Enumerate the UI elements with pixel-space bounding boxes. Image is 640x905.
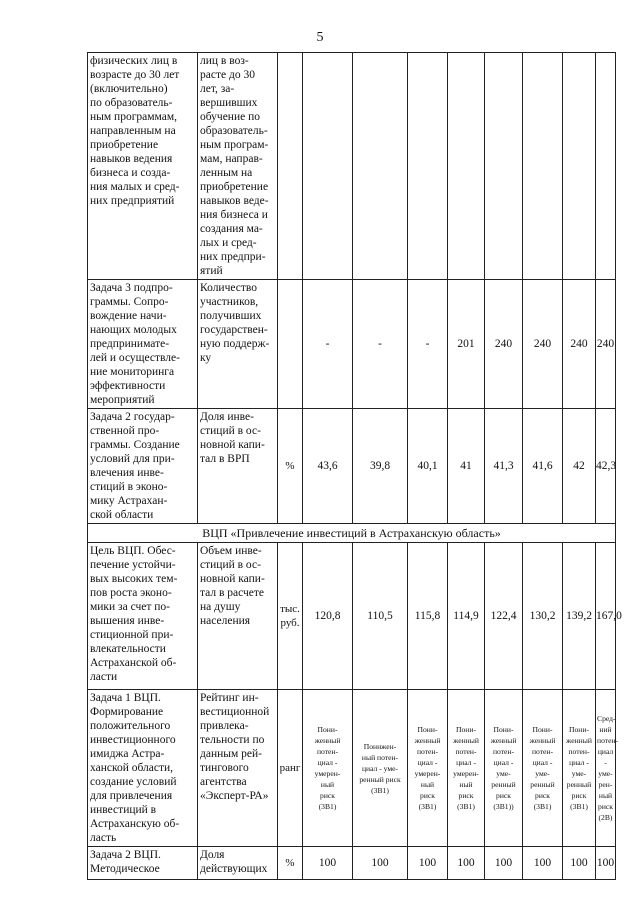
task-cell: физических лиц в возрасте до 30 лет (включительно) по образователь- ным программам, направленным на приобретение навыков ведения бизнеса и созда- ния малых и сред- них предприятий	[88, 53, 198, 280]
value-cell: -	[303, 280, 353, 409]
section-row	[88, 524, 616, 543]
table-row	[88, 543, 616, 690]
table-row	[88, 53, 616, 280]
value-cell: Понижен- ный потен- циал - уме- ренный риск (3В1)	[353, 690, 408, 847]
table-row	[88, 409, 616, 524]
value-cell: -	[353, 280, 408, 409]
value-cell: Пони- женный потен- циал - умерен- ный риск (3В1)	[408, 690, 448, 847]
value-cell: 139,2	[563, 543, 596, 690]
value-cell: 240	[596, 280, 616, 409]
value-cell	[408, 53, 448, 280]
value-cell: 100	[523, 847, 563, 880]
value-cell: 201	[448, 280, 485, 409]
value-cell: 100	[448, 847, 485, 880]
table-row	[88, 280, 616, 409]
indicators-table	[87, 52, 622, 880]
value-cell: 41,6	[523, 409, 563, 524]
value-cell	[563, 53, 596, 280]
value-cell: Сред- ний потен- циал - уме- рен- ный риск (2В)	[596, 690, 616, 847]
value-cell: 240	[485, 280, 523, 409]
unit-cell: ранг	[278, 690, 303, 847]
value-cell: Пони- женный потен- циал - умерен- ный риск (3В1)	[448, 690, 485, 847]
unit-cell	[278, 280, 303, 409]
value-cell: 240	[523, 280, 563, 409]
indicator-cell: Количество участников, получивших государствен- ную поддерж- ку	[198, 280, 278, 409]
task-cell: Задача 2 ВЦП. Методическое	[88, 847, 198, 880]
value-cell	[353, 53, 408, 280]
value-cell: 41	[448, 409, 485, 524]
table-row	[88, 690, 616, 847]
value-cell: 120,8	[303, 543, 353, 690]
value-cell: 39,8	[353, 409, 408, 524]
value-cell: 42,3	[596, 409, 616, 524]
value-cell: 100	[408, 847, 448, 880]
unit-cell	[278, 53, 303, 280]
value-cell: Пони- женный потен- циал - уме- ренный риск (3В1))	[485, 690, 523, 847]
value-cell: 100	[485, 847, 523, 880]
value-cell: 240	[563, 280, 596, 409]
indicator-cell: Доля инве- стиций в ос- новной капи- тал в ВРП	[198, 409, 278, 524]
value-cell: 43,6	[303, 409, 353, 524]
value-cell: 41,3	[485, 409, 523, 524]
value-cell: 42	[563, 409, 596, 524]
unit-cell: %	[278, 409, 303, 524]
unit-cell: тыс. руб.	[278, 543, 303, 690]
value-cell: 110,5	[353, 543, 408, 690]
page-number: 5	[316, 30, 324, 45]
value-cell: 122,4	[485, 543, 523, 690]
section-title: ВЦП «Привлечение инвестиций в Астраханскую область»	[88, 524, 616, 543]
value-cell: 100	[353, 847, 408, 880]
value-cell: 114,9	[448, 543, 485, 690]
indicator-cell: Рейтинг ин- вестиционной привлека- тельности по данным рей- тингового агентства «Эксперт-РА»	[198, 690, 278, 847]
value-cell	[523, 53, 563, 280]
value-cell: 100	[303, 847, 353, 880]
value-cell: Пони- женный потен- циал - умерен- ный риск (3В1)	[303, 690, 353, 847]
value-cell	[448, 53, 485, 280]
value-cell: 100	[563, 847, 596, 880]
value-cell: Пони- женный потен- циал - уме- ренный риск (3В1)	[563, 690, 596, 847]
indicator-cell: лиц в воз- расте до 30 лет, за- вершивших обучение по образователь- ным програм- мам, направ- ленным на приобретение навыков веде- ния бизнеса и создания ма- лых и сред- них предпри- ятий	[198, 53, 278, 280]
value-cell: -	[408, 280, 448, 409]
indicator-cell: Объем инве- стиций в ос- новной капи- тал в расчете на душу населения	[198, 543, 278, 690]
table-row	[88, 847, 616, 880]
value-cell: 100	[596, 847, 616, 880]
value-cell: 167,0	[596, 543, 616, 690]
value-cell	[303, 53, 353, 280]
value-cell: Пони- женный потен- циал - уме- ренный риск (3В1)	[523, 690, 563, 847]
value-cell: 115,8	[408, 543, 448, 690]
task-cell: Задача 2 государ- ственной про- граммы. Создание условий для при- влечения инве- стиций в эконо- мику Астрахан- ской области	[88, 409, 198, 524]
task-cell: Задача 1 ВЦП. Формирование положительного инвестиционного имиджа Астра- ханской области, создание условий для привлечения инвестиций в Астраханскую об- ласть	[88, 690, 198, 847]
indicator-cell: Доля действующих	[198, 847, 278, 880]
task-cell: Задача 3 подпро- граммы. Сопро- вождение начи- нающих молодых предпринимате- лей и осуществле- ние мониторинга эффективности мероприятий	[88, 280, 198, 409]
value-cell	[596, 53, 616, 280]
value-cell	[485, 53, 523, 280]
unit-cell: %	[278, 847, 303, 880]
value-cell: 40,1	[408, 409, 448, 524]
task-cell: Цель ВЦП. Обес- печение устойчи- вых высоких тем- пов роста эконо- мики за счет по- вышения инве- стиционной при- влекательности Астраханской об- ласти	[88, 543, 198, 690]
value-cell: 130,2	[523, 543, 563, 690]
